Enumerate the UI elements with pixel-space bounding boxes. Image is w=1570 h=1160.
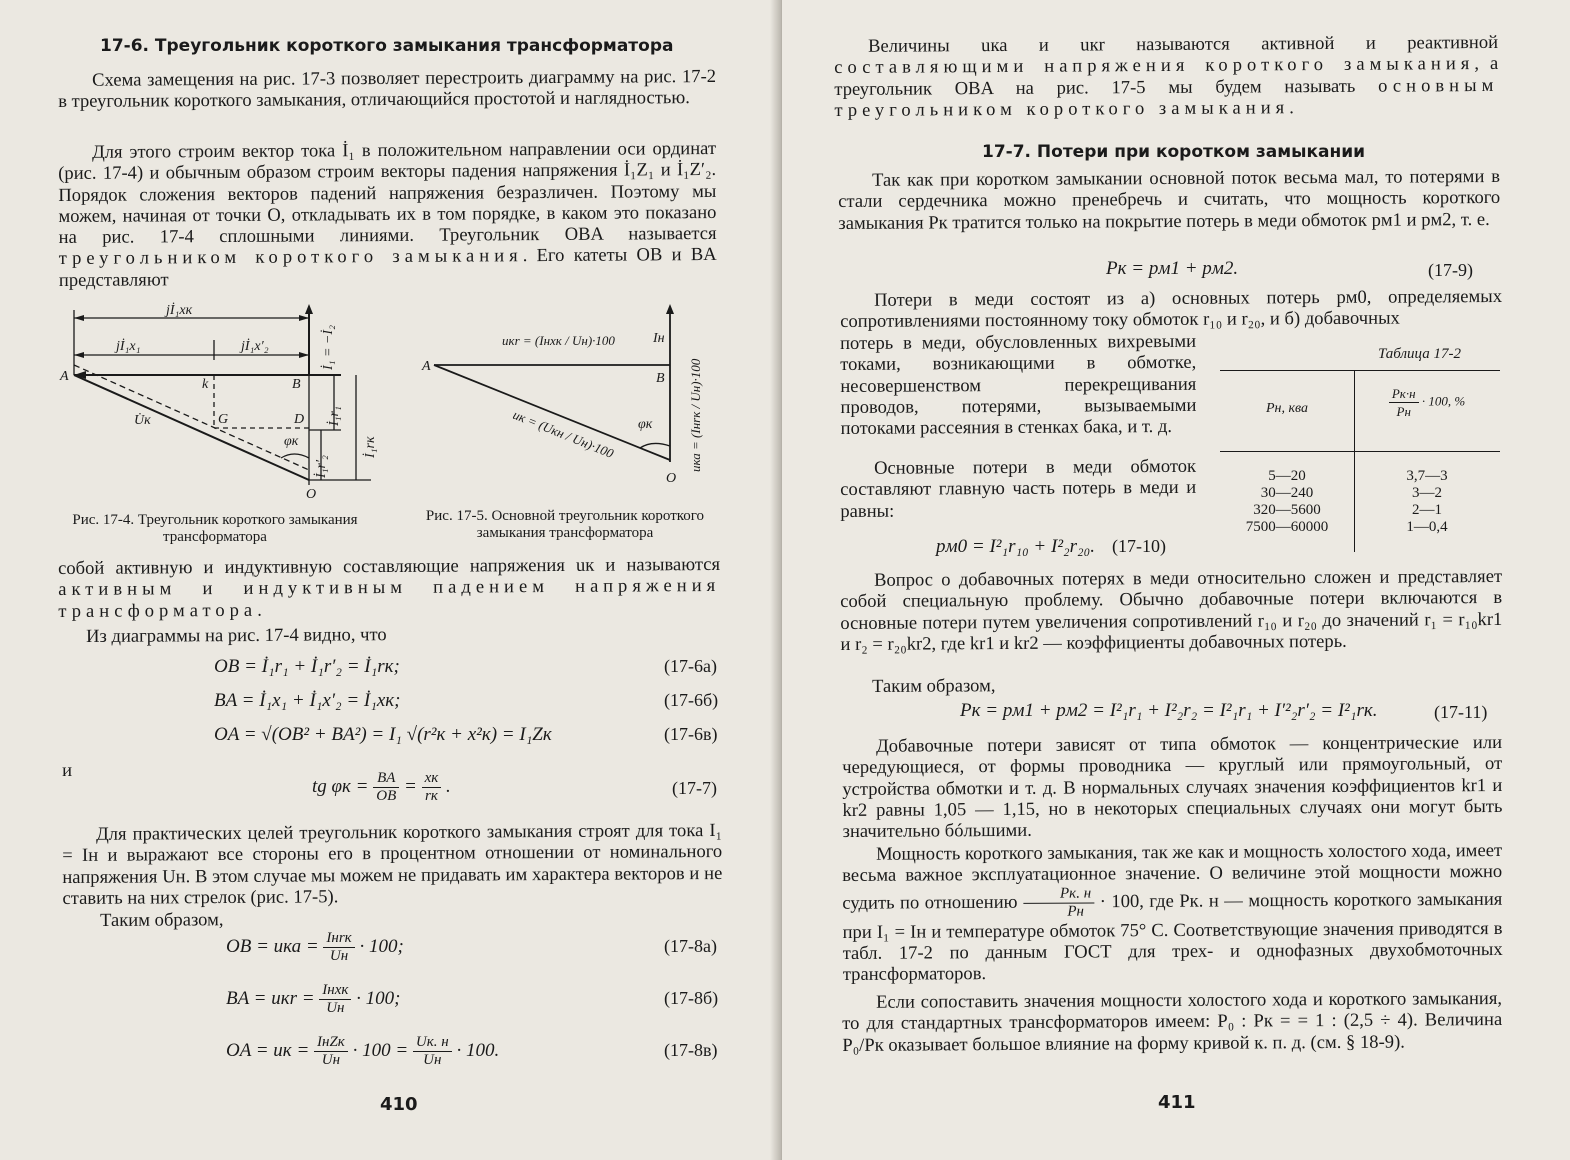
fig4-label-phi: φк [284,434,299,449]
fig5-label-In: Iн [653,331,665,346]
fig4-label-B: B [292,377,301,392]
fig5-label-B: B [656,371,665,386]
paragraph: Потери в меди состоят из а) основных потерь pм0, определяемых сопротивлениями постоянному току обмоток r₁₀ и r₂₀, и б) добавочных [840,285,1503,333]
figure-17-4 [56,300,396,508]
text-span: Мощность короткого замыкания, так же как и мощность холостого хода, имеет весьма важное эксплуатационное значение. О величине этой мощности можно судить по отношению [842,839,1503,914]
text-span: . [257,599,262,621]
equation-number: (17-6а) [664,656,717,676]
text-span: собой активную и индуктивную составляющие напряжения uк и называются [58,553,721,579]
equation-number: (17-7) [672,778,717,798]
fraction [373,770,399,805]
paragraph: Таким образом, [872,675,996,697]
paragraph: Для практических целей треугольник короткого замыкания строят для тока I₁ = Iн и выражают все стороны его в процентном отношении от номинального напряжения Uн. В этом случае мы можем не придавать им характера векторов и не ставить на них стрелок (рис. 17-5). [62,819,723,909]
eq-lhs: OB = uка = [226,935,319,957]
fig5-label-ukr: uкr = (Iнxк / Uн)·100 [502,333,615,348]
header-suffix: · 100, % [1421,393,1466,409]
fraction [422,770,442,805]
fig5-label-O: O [666,471,677,486]
spaced-term: треугольником короткого замыкания [58,245,523,270]
denominator: Pн [1396,404,1411,419]
right-page [782,0,1570,1160]
equation-number: (17-6в) [664,724,718,744]
paragraph: Вопрос о добавочных потерях в меди относительно сложен и представляет собой специальную проблему. Обычно добавочные потери включаются в основные потери путем увеличения сопротивлений r₁₀ и r₂₀ до значений r₁ = r₁₀kr1 и r₂ = r₂₀kr2, где kr1 и kr2 — коэффициенты добавочных потерь. [840,565,1503,655]
fig4-label-Irk: İ₁rк [363,436,378,458]
paragraph: потерь в меди, обусловленных вихревыми токами, возникающими в обмотке, несовершенством перекрещивания проводов, потерями, вызываемыми потоками рассеяния в стенках бака, и т. д. [840,330,1197,440]
paragraph: Если сопоставить значения мощности холостого хода и короткого замыкания, то для стандартных трансформаторов имеем: P₀ : Pк = = 1 : (2,5 ÷ 4). Величина P₀/Pк оказывает большое влияние на форму кривой к. п. д. (см. § 18-9). [842,987,1503,1056]
fig4-label-k: k [202,377,209,392]
fig5-label-phi: φк [638,417,653,432]
eq-lhs: tg φк = [312,775,369,797]
section-heading: 17-7. Потери при коротком замыкании [982,142,1366,162]
paragraph: Основные потери в меди обмоток составляют главную часть потерь в меди и равны: [840,455,1197,522]
paragraph [834,32,1499,121]
table-header [1220,370,1500,452]
paragraph [58,138,717,291]
fig4-label-D: D [294,412,305,427]
denominator: Uн [321,1052,341,1068]
fig5-label-A: A [422,359,431,374]
fraction [1389,385,1419,420]
text-span: мощность короткого замыкания при I₁ = Iн и температуре обмоток 75° C. Соответствующие значения приводятся в табл. 17-2 по данным ГОСТ для трех- и однофазных двухобмоточных трансформаторов. [842,888,1503,986]
paragraph: Из диаграммы на рис. 17-4 видно, что [86,624,387,647]
paragraph: Добавочные потери зависят от типа обмоток — концентрические или чередующиеся, от формы проводника — круглый или прямоугольный, от устройства обмотки и т. д. В нормальных случаях значения коэффициентов kr1 и kr2 равны 1,05 — 1,15, но в некоторых специальных случаях они могут быть значительно бóльшими. [842,731,1503,843]
spaced-term: основным треугольником короткого замыкания [834,74,1499,121]
equation-17-8b [226,982,401,1017]
text-span: . [1289,97,1294,119]
table-cell: 2—1 [1412,502,1442,518]
paragraph [58,554,720,622]
equation-17-10: pм0 = I²₁r₁₀ + I²₂r₂₀. [936,536,1095,557]
eq-lhs: BA = uкr = [226,987,315,1009]
fraction [413,1034,452,1069]
text-span: . Его катеты OB и BA представляют [58,244,717,291]
table-col1-header: Pн, ква [1265,401,1309,416]
table-17-2 [1220,370,1500,552]
numerator: xк [422,770,442,788]
text-span: , а треугольник OBA на рис. 17-5 мы будем называть [834,53,1499,100]
equation-number: (17-6б) [664,690,719,710]
table-col2 [1354,468,1500,536]
numerator: Pк. н [1023,885,1094,903]
page-number: 411 [1158,1092,1196,1113]
paragraph [842,840,1503,986]
equation-17-9: Pк = pм1 + pм2. [1106,258,1239,279]
equation-number: (17-10) [1112,536,1166,556]
paragraph: Так как при коротком замыкании основной поток весьма мал, то потерями в стали сердечника можно пренебречь и считать, что мощность короткого замыкания Pк тратится только на покрытие потерь в меди обмоток pм1 и pм2, т. е. [838,165,1501,234]
text-span: Величины uка и uкr называются активной и реактивной [867,31,1499,57]
eq-rhs: · 100; [359,935,404,957]
table-cell: 30—240 [1260,485,1314,501]
equation-number: (17-9) [1428,260,1473,280]
table-cell: 320—5600 [1253,502,1321,518]
table-cell: 1—0,4 [1406,519,1448,535]
fig4-label-Uk: U̇к [134,413,151,428]
denominator: OB [376,788,397,804]
fig4-label-jixk: jİ₁xк [166,303,193,318]
denominator: rк [424,788,438,804]
fraction [314,1034,348,1069]
equation-17-8a [226,930,404,965]
table-col1 [1220,468,1354,536]
fraction [1023,885,1094,920]
fraction [323,930,354,965]
fig5-label-uk: uк = (Uкн / Uн)·100 [510,406,616,461]
fraction [319,982,351,1017]
equation-number: (17-11) [1434,702,1488,722]
conjunction: и [62,759,73,781]
denominator: Pн [1067,903,1085,920]
table-cell: 7500—60000 [1245,519,1329,535]
numerator: Pк·н [1389,385,1419,403]
numerator: BA [373,770,399,788]
fig4-label-Ir2: İ₁r′₂ [314,455,329,478]
equation-17-6a: OB = İ₁r₁ + İ₁r′₂ = İ₁rк; [214,656,400,677]
numerator: IнZк [314,1034,348,1052]
figure-17-5 [412,300,712,500]
figure-caption: Рис. 17-4. Треугольник короткого замыкания трансформатора [72,512,358,545]
numerator: Uк. н [413,1034,452,1052]
fig4-label-jix1: jİ₁x₁ [116,339,141,354]
fig5-label-uka: uка = (Iнrк / Uн)·100 [688,358,703,472]
paragraph: Таким образом, [100,909,224,931]
table-title: Таблица 17-2 [1378,346,1461,362]
equation-17-8v [226,1034,499,1069]
table-col2-header [1354,385,1500,420]
denominator: Uн [329,948,349,964]
left-page [0,0,782,1160]
fig4-label-Ir1: İ₁r₁ [327,406,342,426]
spaced-term: составляющими напряжения короткого замыкания [834,53,1475,79]
numerator: Iнxк [319,982,351,1000]
eq-lhs: OA = uк = [226,1039,310,1061]
denominator: Uн [423,1052,442,1068]
eq-rhs: · 100. [456,1039,500,1061]
equation-17-11: Pк = pм1 + pм2 = I²₁r₁ + I²₂r₂ = I²₁r₁ + I′²₂r′₂ = I²₁rк. [960,700,1378,721]
equation-17-6v: OA = √(OB² + BA²) = I₁ √(r²к + x²к) = I₁Zк [214,724,552,745]
denominator: Uн [326,1000,345,1016]
table-body [1220,452,1500,552]
text-span: Для этого строим вектор тока İ₁ в положительном направлении оси ординат (рис. 17-4) и обычным образом строим векторы падения напряжения İ₁Z₁ и İ₁Z′₂. Порядок сложения векторов падений напряжения безразличен. Поэтому мы можем, начиная от точки O, откладывать их в том порядке, в каком это показано на рис. 17-4 сплошными линиями. Треугольник OBA называется [58,137,717,249]
page-number: 410 [380,1094,418,1115]
fig4-label-A: A [60,369,69,384]
fig4-label-I1: İ₁ = −İ₂ [321,325,336,370]
equation-number: (17-8а) [664,936,717,956]
eq-rhs: · 100; [356,987,401,1009]
equation-number: (17-8в) [664,1040,718,1060]
table-cell: 5—20 [1268,468,1306,484]
fig4-label-G: G [218,412,229,427]
paragraph: Схема замещения на рис. 17-3 позволяет перестроить диаграмму на рис. 17-2 в треугольник короткого замыкания, отличающийся простотой и наглядностью. [58,65,717,113]
fig4-label-jix2: jİ₁x′₂ [241,339,269,354]
figure-caption: Рис. 17-5. Основной треугольник короткого замыкания трансформатора [425,508,705,541]
text-span: · 100, где Pк. н — [1099,889,1243,912]
spaced-term: активным и индуктивным падением напряжения трансформатора [58,575,721,622]
numerator: Iнrк [323,930,354,948]
section-heading: 17-6. Треугольник короткого замыкания трансформатора [100,36,674,56]
equation-number: (17-8б) [664,988,719,1008]
table-cell: 3,7—3 [1406,468,1448,484]
table-cell: 3—2 [1412,485,1442,501]
fig4-label-O: O [306,487,317,502]
equation-17-7: tg φк = $\frac{BA}{OB}$ = $\frac{xк}{rк}$ . [312,770,451,804]
equation-17-6b: BA = İ₁x₁ + İ₁x′₂ = İ₁xк; [214,690,401,711]
eq-mid: · 100 = [352,1039,409,1061]
